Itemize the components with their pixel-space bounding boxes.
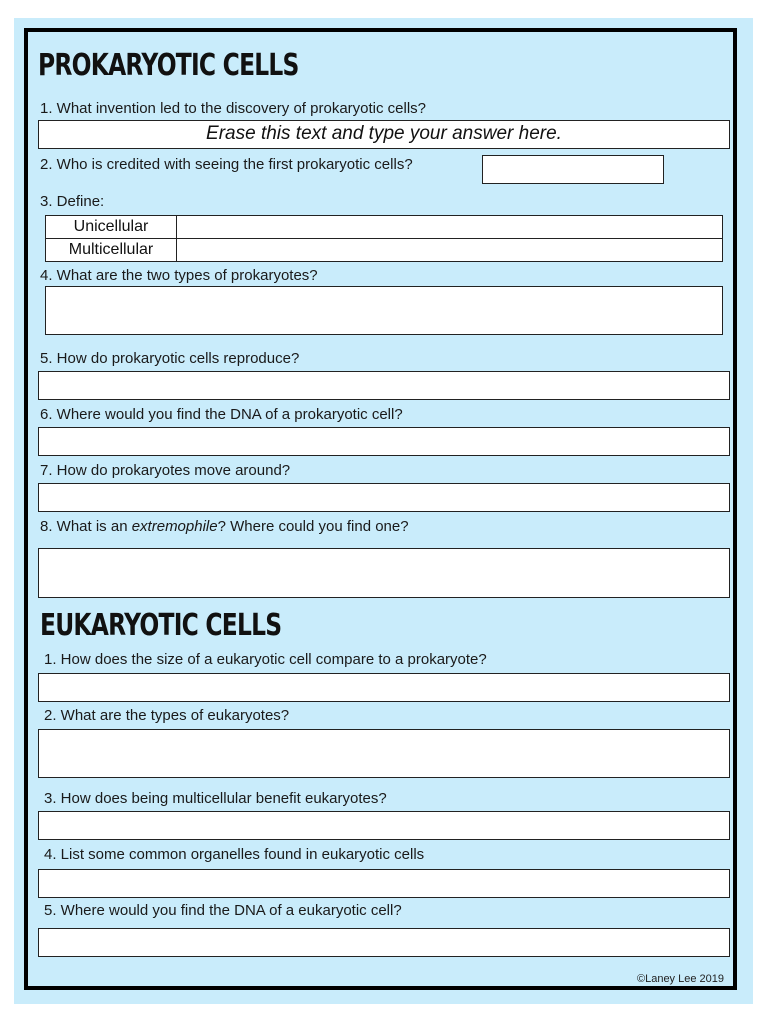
eukaryotic-question-4: 4. List some common organelles found in eukaryotic cells xyxy=(44,846,425,863)
prokaryotic-answer-8[interactable] xyxy=(38,548,730,598)
question-8-prefix: 8. What is an xyxy=(40,518,132,535)
define-table xyxy=(45,215,723,262)
eukaryotic-question-1: 1. How does the size of a eukaryotic cell compare to a prokaryote? xyxy=(44,651,487,668)
eukaryotic-question-3: 3. How does being multicellular benefit eukaryotes? xyxy=(44,790,387,807)
prokaryotic-answer-1[interactable] xyxy=(38,120,730,149)
question-8-suffix: ? Where could you find one? xyxy=(217,518,409,535)
prokaryotic-answer-2[interactable] xyxy=(482,155,664,184)
eukaryotic-question-2: 2. What are the types of eukaryotes? xyxy=(44,707,290,724)
eukaryotic-question-5: 5. Where would you find the DNA of a eukaryotic cell? xyxy=(44,902,402,919)
define-row-multicellular xyxy=(46,239,723,262)
define-row-unicellular xyxy=(46,216,723,239)
prokaryotic-question-7: 7. How do prokaryotes move around? xyxy=(40,462,291,479)
prokaryotic-question-2: 2. Who is credited with seeing the first prokaryotic cells? xyxy=(40,156,413,173)
prokaryotic-question-5: 5. How do prokaryotic cells reproduce? xyxy=(40,350,300,367)
define-term-unicellular: Unicellular xyxy=(46,216,177,239)
eukaryotic-answer-2[interactable] xyxy=(38,729,730,778)
define-term-multicellular: Multicellular xyxy=(46,239,177,262)
prokaryotic-question-4: 4. What are the two types of prokaryotes? xyxy=(40,267,318,284)
eukaryotic-section-title: EUKARYOTIC CELLS xyxy=(40,608,282,643)
prokaryotic-question-1: 1. What invention led to the discovery of prokaryotic cells? xyxy=(40,100,427,117)
eukaryotic-answer-4[interactable] xyxy=(38,869,730,898)
prokaryotic-section-title: PROKARYOTIC CELLS xyxy=(38,48,299,83)
answer-placeholder-text[interactable]: Erase this text and type your answer here. xyxy=(206,123,562,144)
copyright-footer: ©Laney Lee 2019 xyxy=(636,973,724,985)
prokaryotic-answer-5[interactable] xyxy=(38,371,730,400)
prokaryotic-question-8 xyxy=(40,518,409,535)
extremophile-term: extremophile xyxy=(131,518,218,535)
prokaryotic-question-3: 3. Define: xyxy=(40,193,105,210)
eukaryotic-answer-1[interactable] xyxy=(38,673,730,702)
define-answer-multicellular[interactable] xyxy=(177,239,723,262)
prokaryotic-question-6: 6. Where would you find the DNA of a prokaryotic cell? xyxy=(40,406,403,423)
prokaryotic-answer-7[interactable] xyxy=(38,483,730,512)
eukaryotic-answer-3[interactable] xyxy=(38,811,730,840)
prokaryotic-answer-4[interactable] xyxy=(45,286,723,335)
define-answer-unicellular[interactable] xyxy=(177,216,723,239)
prokaryotic-answer-6[interactable] xyxy=(38,427,730,456)
eukaryotic-answer-5[interactable] xyxy=(38,928,730,957)
